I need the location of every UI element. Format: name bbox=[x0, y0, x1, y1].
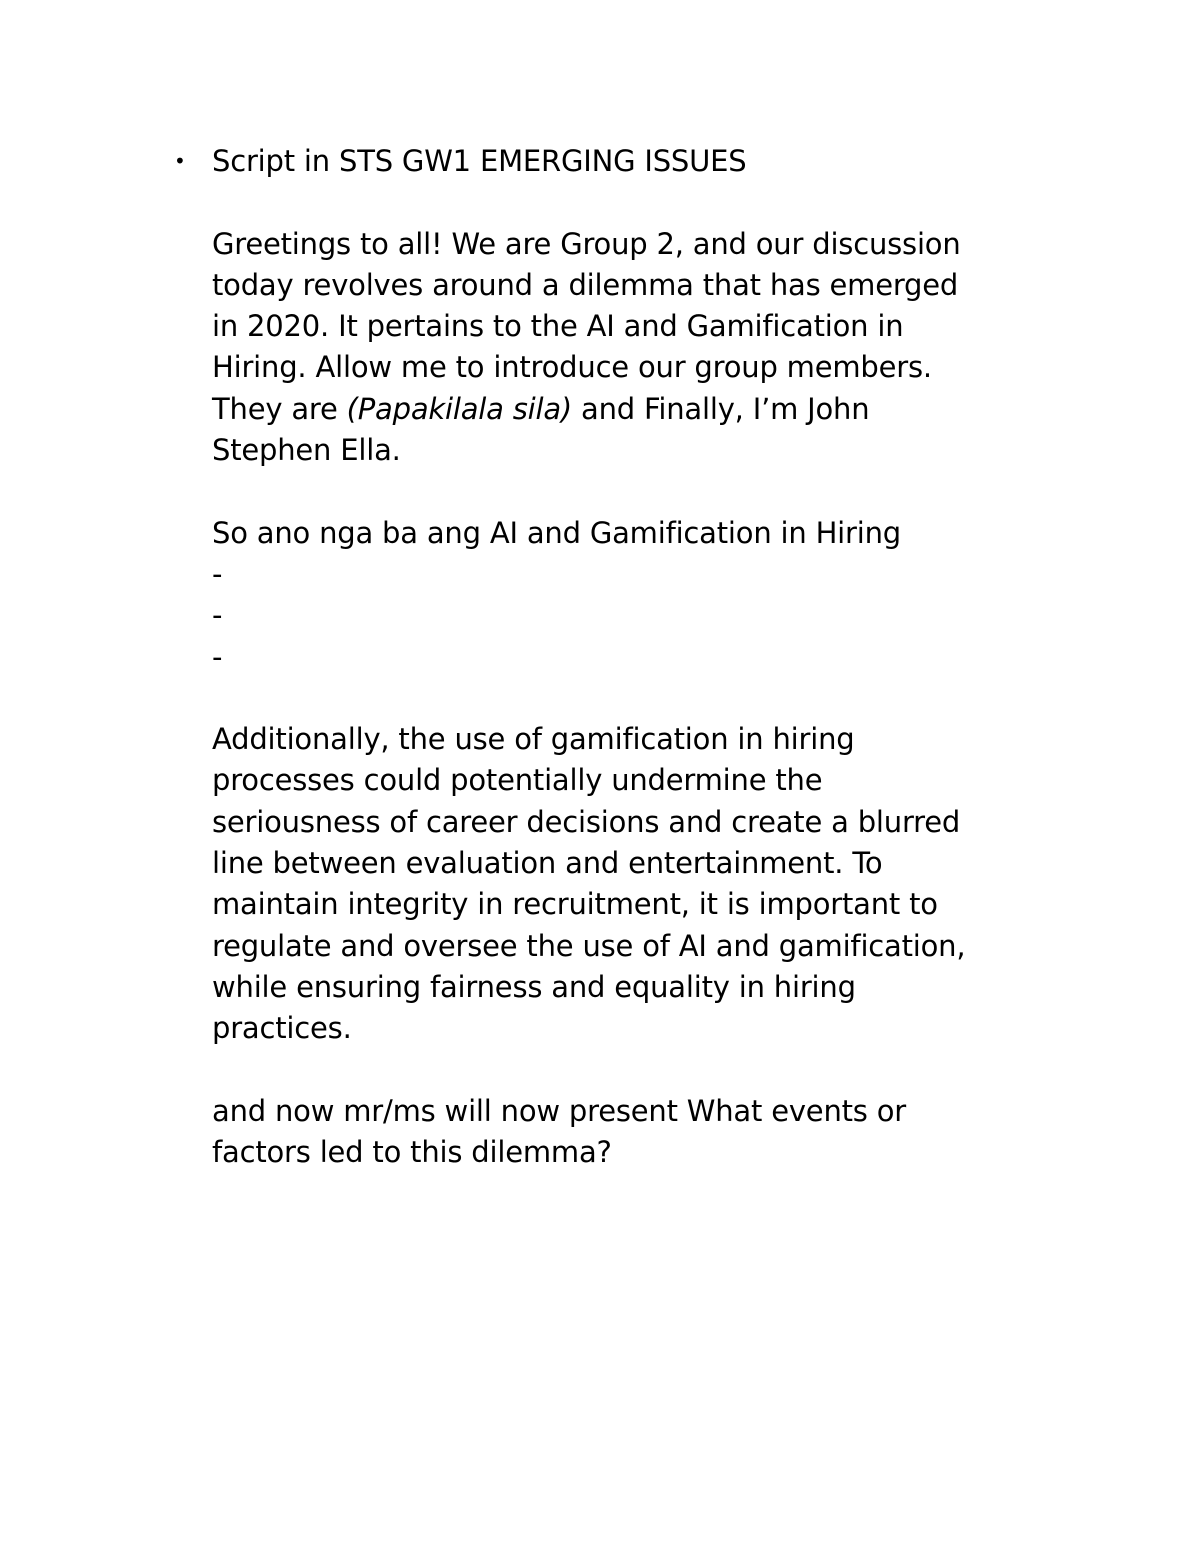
script-content bbox=[174, 141, 1072, 1173]
intro-text: and Finally, I’m John bbox=[572, 391, 870, 426]
intro-italic-note: (Papakilala sila) bbox=[346, 391, 573, 426]
additional-line: seriousness of career decisions and create a blurred bbox=[212, 804, 961, 839]
spacer bbox=[212, 678, 1072, 719]
intro-line: Stephen Ella. bbox=[212, 433, 401, 468]
dash-item: - bbox=[212, 556, 223, 591]
intro-line bbox=[212, 389, 1072, 430]
dash-item: - bbox=[212, 598, 223, 633]
intro-paragraph bbox=[212, 224, 1072, 472]
spacer bbox=[212, 1050, 1072, 1091]
intro-line: in 2020. It pertains to the AI and Gamification in bbox=[212, 309, 904, 344]
additional-line: while ensuring fairness and equality in hiring bbox=[212, 969, 856, 1004]
spacer bbox=[212, 182, 1072, 223]
document-title: Script in STS GW1 EMERGING ISSUES bbox=[212, 144, 747, 178]
question-line: So ano nga ba ang AI and Gamification in Hiring bbox=[212, 515, 902, 550]
dash-item: - bbox=[212, 639, 223, 674]
bullet-marker: • bbox=[174, 149, 186, 173]
closing-line: factors led to this dilemma? bbox=[212, 1135, 612, 1170]
additional-line: maintain integrity in recruitment, it is important to bbox=[212, 887, 938, 922]
additional-line: regulate and oversee the use of AI and gamification, bbox=[212, 928, 966, 963]
spacer bbox=[212, 471, 1072, 512]
closing-paragraph bbox=[212, 1091, 1072, 1174]
additional-line: practices. bbox=[212, 1011, 352, 1046]
closing-line: and now mr/ms will now present What events or bbox=[212, 1093, 906, 1128]
additional-line: processes could potentially undermine the bbox=[212, 763, 823, 798]
additional-line: Additionally, the use of gamification in hiring bbox=[212, 722, 855, 757]
additional-paragraph bbox=[212, 719, 1072, 1049]
intro-line: Greetings to all! We are Group 2, and our discussion bbox=[212, 226, 961, 261]
additional-line: line between evaluation and entertainment. To bbox=[212, 846, 883, 881]
intro-text: They are bbox=[212, 391, 347, 426]
intro-line: Hiring. Allow me to introduce our group members. bbox=[212, 350, 932, 385]
intro-line: today revolves around a dilemma that has emerged bbox=[212, 267, 959, 302]
